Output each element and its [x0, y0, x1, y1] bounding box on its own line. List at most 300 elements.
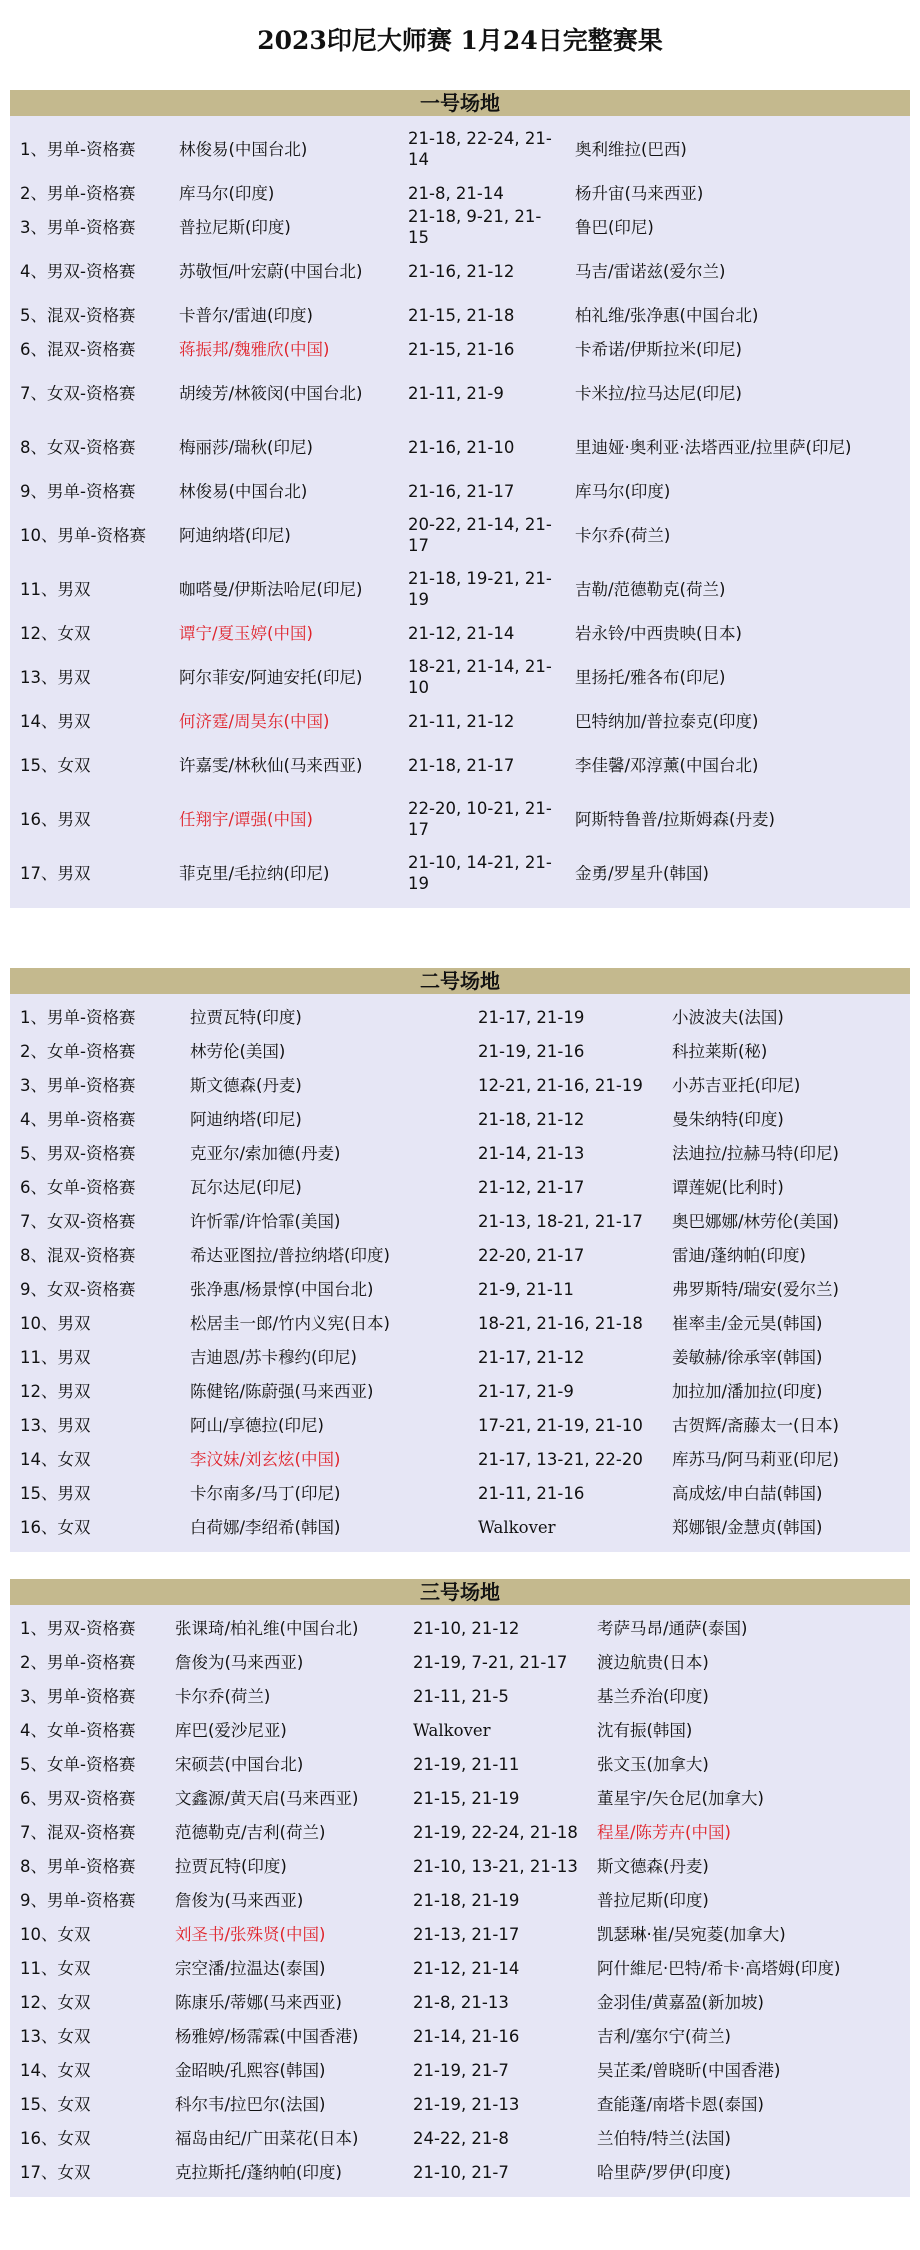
team-right	[575, 176, 900, 210]
team-left	[190, 1442, 475, 1476]
team-right	[672, 1272, 907, 1306]
match-row	[10, 738, 910, 792]
team-right	[672, 1374, 907, 1408]
match-event	[20, 474, 170, 508]
match-score	[478, 1476, 668, 1510]
match-row	[10, 244, 910, 298]
team2-text: 吴芷柔/曾晓昕(中国香港)	[597, 2060, 781, 2080]
team1-text: 卡尔乔(荷兰)	[175, 1686, 271, 1706]
team2-text: 小苏吉亚托(印尼)	[672, 1075, 801, 1095]
score-text: 21-9, 21-11	[478, 1279, 574, 1299]
team-right	[575, 792, 900, 846]
match-row	[10, 1679, 910, 1713]
match-event	[20, 1985, 170, 2019]
match-score	[408, 704, 558, 738]
score-text: 21-10, 14-21, 21-19	[408, 853, 552, 893]
match-number-event: 7、女双-资格赛	[20, 383, 136, 403]
score-text: 22-20, 21-17	[478, 1245, 585, 1265]
team-right	[597, 1781, 910, 1815]
team2-text: 里扬托/雅各布(印尼)	[575, 667, 726, 687]
match-number-event: 12、女双	[20, 1992, 91, 2012]
match-event	[20, 1272, 185, 1306]
match-number-event: 3、男单-资格赛	[20, 217, 136, 237]
team1-text: 阿迪纳塔(印尼)	[190, 1109, 302, 1129]
team1-text: 任翔宇/谭强(中国)	[179, 809, 313, 829]
match-score	[413, 1985, 593, 2019]
match-score	[413, 1951, 593, 1985]
team-left	[175, 1611, 410, 1645]
match-score	[408, 738, 558, 792]
match-event	[20, 1068, 185, 1102]
team1-text: 詹俊为(马来西亚)	[175, 1890, 304, 1910]
match-number-event: 10、女双	[20, 1924, 91, 1944]
team2-text: 加拉加/潘加拉(印度)	[672, 1381, 823, 1401]
match-score	[413, 1747, 593, 1781]
team2-text: 张文玉(加拿大)	[597, 1754, 709, 1774]
match-number-event: 1、男双-资格赛	[20, 1618, 136, 1638]
team-right	[597, 1611, 910, 1645]
team-left	[175, 1781, 410, 1815]
team1-text: 瓦尔达尼(印尼)	[190, 1177, 302, 1197]
team2-text: 基兰乔治(印度)	[597, 1686, 709, 1706]
team-left	[175, 1815, 410, 1849]
team1-text: 杨雅婷/杨霈霖(中国香港)	[175, 2026, 359, 2046]
score-text: 18-21, 21-16, 21-18	[478, 1313, 643, 1333]
score-text: 21-19, 7-21, 21-17	[413, 1652, 568, 1672]
team-right	[597, 1747, 910, 1781]
team-left	[179, 366, 384, 420]
team-left	[190, 1102, 475, 1136]
match-event	[20, 122, 170, 176]
score-text: Walkover	[478, 1517, 556, 1537]
match-score	[408, 792, 558, 846]
team1-text: 何济霆/周昊东(中国)	[179, 711, 330, 731]
match-row	[10, 474, 910, 508]
score-text: 21-19, 21-11	[413, 1754, 520, 1774]
team1-text: 谭宁/夏玉婷(中国)	[179, 623, 313, 643]
score-text: 20-22, 21-14, 21-17	[408, 515, 552, 555]
team-left	[175, 1883, 410, 1917]
score-text: 21-10, 13-21, 21-13	[413, 1856, 578, 1876]
team-right	[597, 1917, 910, 1951]
match-row	[10, 1781, 910, 1815]
match-event	[20, 1102, 185, 1136]
match-event	[20, 1849, 170, 1883]
team-right	[575, 420, 900, 474]
match-number-event: 7、混双-资格赛	[20, 1822, 136, 1842]
match-row	[10, 1747, 910, 1781]
match-number-event: 2、女单-资格赛	[20, 1041, 136, 1061]
score-text: 21-18, 9-21, 21-15	[408, 207, 542, 247]
team-right	[575, 508, 900, 562]
team-right	[597, 2121, 910, 2155]
match-row	[10, 1170, 910, 1204]
score-text: 21-15, 21-16	[408, 339, 515, 359]
match-event	[20, 1815, 170, 1849]
team-right	[575, 298, 900, 332]
match-row	[10, 1713, 910, 1747]
team2-text: 雷迪/蓬纳帕(印度)	[672, 1245, 806, 1265]
score-text: 21-17, 21-9	[478, 1381, 574, 1401]
team2-text: 鲁巴(印尼)	[575, 217, 654, 237]
match-row	[10, 1883, 910, 1917]
match-row	[10, 1306, 910, 1340]
match-number-event: 17、女双	[20, 2162, 91, 2182]
team2-text: 奥利维拉(巴西)	[575, 139, 687, 159]
team2-text: 斯文德森(丹麦)	[597, 1856, 709, 1876]
match-number-event: 4、男单-资格赛	[20, 1109, 136, 1129]
score-text: 21-11, 21-5	[413, 1686, 509, 1706]
score-text: 12-21, 21-16, 21-19	[478, 1075, 643, 1095]
match-number-event: 9、男单-资格赛	[20, 1890, 136, 1910]
match-row	[10, 650, 910, 704]
match-score	[408, 207, 558, 247]
team-left	[190, 1510, 475, 1544]
match-score	[413, 2019, 593, 2053]
match-row	[10, 1374, 910, 1408]
court-header: 一号场地	[10, 90, 910, 116]
team-left	[179, 122, 384, 176]
match-number-event: 4、男双-资格赛	[20, 261, 136, 281]
team-left	[175, 1951, 410, 1985]
team1-text: 许忻霏/许恰霏(美国)	[190, 1211, 341, 1231]
team-right	[672, 1034, 907, 1068]
team2-text: 高成炫/申白喆(韩国)	[672, 1483, 823, 1503]
match-number-event: 8、男单-资格赛	[20, 1856, 136, 1876]
team2-text: 奥巴娜娜/林劳伦(美国)	[672, 1211, 839, 1231]
match-number-event: 7、女双-资格赛	[20, 1211, 136, 1231]
match-score	[413, 1713, 593, 1747]
team1-text: 林俊易(中国台北)	[179, 139, 308, 159]
team1-text: 阿尔菲安/阿迪安托(印尼)	[179, 667, 363, 687]
team1-text: 林劳伦(美国)	[190, 1041, 286, 1061]
team-left	[175, 1849, 410, 1883]
match-row	[10, 1204, 910, 1238]
match-number-event: 11、男双	[20, 1347, 91, 1367]
team-right	[575, 332, 900, 366]
match-row	[10, 420, 910, 474]
team1-text: 库马尔(印度)	[179, 183, 275, 203]
score-text: 21-13, 21-17	[413, 1924, 520, 1944]
team1-text: 卡普尔/雷迪(印度)	[179, 305, 313, 325]
match-score	[408, 650, 558, 704]
score-text: 21-19, 21-7	[413, 2060, 509, 2080]
team-right	[575, 244, 900, 298]
score-text: 21-18, 21-19	[413, 1890, 520, 1910]
match-row	[10, 1611, 910, 1645]
team2-text: 姜敏赫/徐承宰(韩国)	[672, 1347, 823, 1367]
match-score	[413, 1849, 593, 1883]
match-number-event: 17、男双	[20, 863, 91, 883]
team1-text: 胡绫芳/林筱闵(中国台北)	[179, 383, 363, 403]
match-event	[20, 2121, 170, 2155]
match-event	[20, 1306, 185, 1340]
team-right	[597, 1815, 910, 1849]
match-event	[20, 616, 170, 650]
team2-text: 程星/陈芳卉(中国)	[597, 1822, 731, 1842]
team-left	[179, 210, 384, 244]
match-number-event: 5、男双-资格赛	[20, 1143, 136, 1163]
match-number-event: 6、女单-资格赛	[20, 1177, 136, 1197]
match-number-event: 14、女双	[20, 2060, 91, 2080]
match-row	[10, 1985, 910, 2019]
match-number-event: 8、混双-资格赛	[20, 1245, 136, 1265]
team-left	[175, 1985, 410, 2019]
score-text: 21-12, 21-17	[478, 1177, 585, 1197]
team1-text: 詹俊为(马来西亚)	[175, 1652, 304, 1672]
team2-text: 董星宇/矢仓尼(加拿大)	[597, 1788, 764, 1808]
score-text: 21-10, 21-12	[413, 1618, 520, 1638]
match-row	[10, 2019, 910, 2053]
match-score	[413, 2087, 593, 2121]
team1-text: 斯文德森(丹麦)	[190, 1075, 302, 1095]
team1-text: 拉贾瓦特(印度)	[175, 1856, 287, 1876]
match-number-event: 3、男单-资格赛	[20, 1075, 136, 1095]
score-text: 22-20, 10-21, 21-17	[408, 799, 552, 839]
team2-text: 沈有振(韩国)	[597, 1720, 693, 1740]
team-right	[672, 1068, 907, 1102]
score-text: 21-18, 22-24, 21-14	[408, 129, 552, 169]
team2-text: 谭莲妮(比利时)	[672, 1177, 784, 1197]
team-left	[190, 1068, 475, 1102]
match-row	[10, 1102, 910, 1136]
match-event	[20, 1374, 185, 1408]
team2-text: 马吉/雷诺兹(爱尔兰)	[575, 261, 726, 281]
match-number-event: 14、男双	[20, 711, 91, 731]
match-score	[478, 1374, 668, 1408]
team-left	[190, 1272, 475, 1306]
match-score	[408, 508, 558, 562]
team1-text: 梅丽莎/瑞秋(印尼)	[179, 437, 313, 457]
match-score	[413, 1917, 593, 1951]
match-row	[10, 1000, 910, 1034]
team-right	[597, 1679, 910, 1713]
match-row	[10, 122, 910, 176]
team-left	[179, 244, 384, 298]
match-event	[20, 1136, 185, 1170]
match-event	[20, 176, 170, 210]
team-right	[575, 474, 900, 508]
team1-text: 李汶妹/刘玄炫(中国)	[190, 1449, 341, 1469]
match-number-event: 5、女单-资格赛	[20, 1754, 136, 1774]
team1-text: 克拉斯托/蓬纳帕(印度)	[175, 2162, 342, 2182]
team2-text: 弗罗斯特/瑞安(爱尔兰)	[672, 1279, 839, 1299]
match-score	[413, 1679, 593, 1713]
team-left	[179, 332, 384, 366]
match-event	[20, 1747, 170, 1781]
team1-text: 普拉尼斯(印度)	[179, 217, 291, 237]
match-number-event: 8、女双-资格赛	[20, 437, 136, 457]
match-row	[10, 2053, 910, 2087]
score-text: 21-12, 21-14	[413, 1958, 520, 1978]
score-text: 21-18, 21-12	[478, 1109, 585, 1129]
team1-text: 希达亚图拉/普拉纳塔(印度)	[190, 1245, 390, 1265]
match-number-event: 1、男单-资格赛	[20, 139, 136, 159]
score-text: 24-22, 21-8	[413, 2128, 509, 2148]
score-text: 21-16, 21-17	[408, 481, 515, 501]
match-score	[478, 1136, 668, 1170]
team1-text: 吉迪恩/苏卡穆约(印尼)	[190, 1347, 357, 1367]
match-score	[408, 244, 558, 298]
team-right	[597, 1985, 910, 2019]
team-right	[597, 1645, 910, 1679]
team1-text: 白荷娜/李绍希(韩国)	[190, 1517, 341, 1537]
team-left	[179, 474, 384, 508]
team1-text: 阿山/享德拉(印尼)	[190, 1415, 324, 1435]
team1-text: 科尔韦/拉巴尔(法国)	[175, 2094, 326, 2114]
team2-text: 凯瑟琳·崔/吴宛菱(加拿大)	[597, 1924, 786, 1944]
team2-text: 渡边航贵(日本)	[597, 1652, 709, 1672]
team-right	[672, 1476, 907, 1510]
match-row	[10, 1510, 910, 1544]
score-text: 21-17, 21-12	[478, 1347, 585, 1367]
match-number-event: 11、女双	[20, 1958, 91, 1978]
team2-text: 阿什維尼·巴特/希卡·高塔姆(印度)	[597, 1958, 841, 1978]
match-row	[10, 332, 910, 366]
team2-text: 查能蓬/南塔卡恩(泰国)	[597, 2094, 764, 2114]
match-event	[20, 366, 170, 420]
score-text: 17-21, 21-19, 21-10	[478, 1415, 643, 1435]
score-text: 21-11, 21-9	[408, 383, 504, 403]
match-score	[478, 1510, 668, 1544]
match-row	[10, 2155, 910, 2189]
team1-text: 阿迪纳塔(印尼)	[179, 525, 291, 545]
score-text: 21-15, 21-19	[413, 1788, 520, 1808]
match-event	[20, 1170, 185, 1204]
team2-text: 兰伯特/特兰(法国)	[597, 2128, 731, 2148]
score-text: 21-18, 21-17	[408, 755, 515, 775]
match-event	[20, 210, 170, 244]
team2-text: 岩永铃/中西贵映(日本)	[575, 623, 742, 643]
match-row	[10, 1645, 910, 1679]
team2-text: 哈里萨/罗伊(印度)	[597, 2162, 731, 2182]
team-right	[575, 366, 900, 420]
match-number-event: 6、男双-资格赛	[20, 1788, 136, 1808]
team2-text: 卡尔乔(荷兰)	[575, 525, 671, 545]
match-row	[10, 2087, 910, 2121]
team-right	[672, 1204, 907, 1238]
team2-text: 崔率圭/金元昊(韩国)	[672, 1313, 823, 1333]
team-left	[190, 1306, 475, 1340]
match-event	[20, 2155, 170, 2189]
match-event	[20, 508, 170, 562]
team1-text: 克亚尔/索加德(丹麦)	[190, 1143, 341, 1163]
team2-text: 曼朱纳特(印度)	[672, 1109, 784, 1129]
team-right	[672, 1510, 907, 1544]
match-event	[20, 1238, 185, 1272]
score-text: 21-11, 21-16	[478, 1483, 585, 1503]
match-number-event: 15、男双	[20, 1483, 91, 1503]
match-event	[20, 562, 170, 616]
team2-text: 吉利/塞尔宁(荷兰)	[597, 2026, 731, 2046]
team-right	[575, 738, 900, 792]
match-score	[408, 298, 558, 332]
match-event	[20, 1442, 185, 1476]
match-event	[20, 1645, 170, 1679]
match-event	[20, 1340, 185, 1374]
match-row	[10, 704, 910, 738]
match-event	[20, 1034, 185, 1068]
match-score	[408, 616, 558, 650]
match-event	[20, 792, 170, 846]
match-event	[20, 244, 170, 298]
team1-text: 咖嗒曼/伊斯法哈尼(印尼)	[179, 579, 363, 599]
page-title: 2023印尼大师赛 1月24日完整赛果	[257, 26, 663, 55]
match-row	[10, 1272, 910, 1306]
team-left	[179, 298, 384, 332]
match-event	[20, 1951, 170, 1985]
team-right	[597, 1849, 910, 1883]
match-row	[10, 846, 910, 900]
team-left	[175, 1645, 410, 1679]
match-score	[478, 1340, 668, 1374]
match-score	[408, 366, 558, 420]
team-left	[190, 1204, 475, 1238]
match-number-event: 15、女双	[20, 2094, 91, 2114]
match-row	[10, 1815, 910, 1849]
match-row	[10, 616, 910, 650]
match-score	[478, 1034, 668, 1068]
team-left	[190, 1170, 475, 1204]
match-number-event: 15、女双	[20, 755, 91, 775]
match-event	[20, 1611, 170, 1645]
team1-text: 金昭映/孔熙容(韩国)	[175, 2060, 326, 2080]
match-score	[478, 1000, 668, 1034]
team-left	[179, 846, 384, 900]
team-left	[175, 2053, 410, 2087]
score-text: 21-14, 21-16	[413, 2026, 520, 2046]
team2-text: 卡希诺/伊斯拉米(印尼)	[575, 339, 742, 359]
match-number-event: 10、男双	[20, 1313, 91, 1333]
score-text: 21-16, 21-12	[408, 261, 515, 281]
match-number-event: 11、男双	[20, 579, 91, 599]
team1-text: 库巴(爱沙尼亚)	[175, 1720, 287, 1740]
match-score	[478, 1238, 668, 1272]
team-right	[672, 1170, 907, 1204]
team-right	[672, 1340, 907, 1374]
match-number-event: 6、混双-资格赛	[20, 339, 136, 359]
score-text: 21-8, 21-14	[408, 183, 504, 203]
team2-text: 阿斯特鲁普/拉斯姆森(丹麦)	[575, 809, 775, 829]
match-row	[10, 1238, 910, 1272]
team-left	[179, 616, 384, 650]
match-row	[10, 298, 910, 332]
team-right	[597, 2087, 910, 2121]
score-text: 21-15, 21-18	[408, 305, 515, 325]
match-row	[10, 1951, 910, 1985]
team-left	[179, 738, 384, 792]
team-right	[672, 1000, 907, 1034]
team-left	[175, 1713, 410, 1747]
match-number-event: 4、女单-资格赛	[20, 1720, 136, 1740]
match-score	[408, 846, 558, 900]
team2-text: 小波波夫(法国)	[672, 1007, 784, 1027]
match-number-event: 3、男单-资格赛	[20, 1686, 136, 1706]
team-right	[672, 1238, 907, 1272]
match-score	[478, 1170, 668, 1204]
match-number-event: 16、男双	[20, 809, 91, 829]
team-left	[179, 650, 384, 704]
team-left	[179, 420, 384, 474]
match-event	[20, 298, 170, 332]
team2-text: 里迪娅·奥利亚·法塔西亚/拉里萨(印尼)	[575, 437, 852, 457]
team-left	[175, 1917, 410, 1951]
match-number-event: 1、男单-资格赛	[20, 1007, 136, 1027]
team1-text: 刘圣书/张殊贤(中国)	[175, 1924, 326, 1944]
score-text: 21-17, 13-21, 22-20	[478, 1449, 643, 1469]
match-row	[10, 207, 910, 247]
team2-text: 杨升宙(马来西亚)	[575, 183, 704, 203]
